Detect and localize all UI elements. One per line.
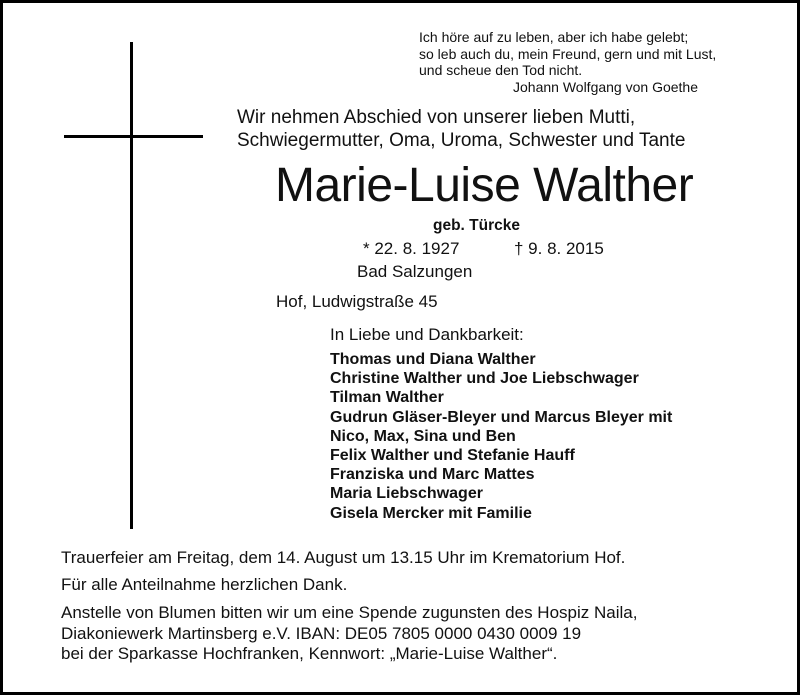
mourners-intro: In Liebe und Dankbarkeit: [330, 325, 524, 344]
deceased-name: Marie-Luise Walther [275, 159, 694, 212]
farewell-line: Schwiegermutter, Oma, Uroma, Schwester und Tante [237, 130, 686, 151]
donation-line: bei der Sparkasse Hochfranken, Kennwort: „Marie-Luise Walther“. [61, 644, 558, 663]
birth-date: * 22. 8. 1927 [363, 239, 460, 258]
farewell-intro [237, 106, 685, 152]
maiden-name: geb. Türcke [433, 217, 520, 234]
donation-line: Diakoniewerk Martinsberg e.V. IBAN: DE05 7805 0000 0430 0009 19 [61, 623, 582, 643]
birthplace: Bad Salzungen [357, 262, 473, 281]
donation-line: Anstelle von Blumen bitten wir um eine Spende zugunsten des Hospiz Naila, [61, 603, 638, 622]
cross-icon-bar [64, 135, 203, 138]
mourner-entry: Franziska und Marc Mattes [330, 466, 535, 484]
quote-line: Ich höre auf zu leben, aber ich habe gelebt; [419, 29, 689, 45]
death-date: † 9. 8. 2015 [514, 239, 604, 258]
quote-line: so leb auch du, mein Freund, gern und mit Lust, [419, 45, 717, 62]
farewell-line: Wir nehmen Abschied von unserer lieben Mutti, [237, 107, 636, 128]
quote-line: und scheue den Tod nicht. [419, 62, 583, 78]
gratitude-note: Für alle Anteilnahme herzlichen Dank. [61, 575, 348, 594]
goethe-quote [419, 29, 716, 95]
mourner-entry: Christine Walther und Joe Liebschwager [330, 370, 639, 388]
donation-request [61, 603, 637, 665]
mourners-list [330, 350, 672, 523]
mourner-entry: Felix Walther und Stefanie Hauff [330, 447, 575, 465]
mourner-entry: Tilman Walther [330, 389, 444, 407]
cross-icon [130, 42, 133, 529]
mourner-entry: Maria Liebschwager [330, 485, 483, 503]
funeral-info: Trauerfeier am Freitag, dem 14. August um 13.15 Uhr im Krematorium Hof. [61, 548, 626, 567]
mourner-entry: Gisela Mercker mit Familie [330, 504, 532, 522]
mourner-entry: Gudrun Gläser-Bleyer und Marcus Bleyer mit [330, 408, 673, 426]
family-address: Hof, Ludwigstraße 45 [276, 292, 438, 311]
mourner-entry: Nico, Max, Sina und Ben [330, 427, 516, 445]
mourner-entry: Thomas und Diana Walther [330, 351, 536, 368]
quote-author: Johann Wolfgang von Goethe [513, 78, 698, 95]
